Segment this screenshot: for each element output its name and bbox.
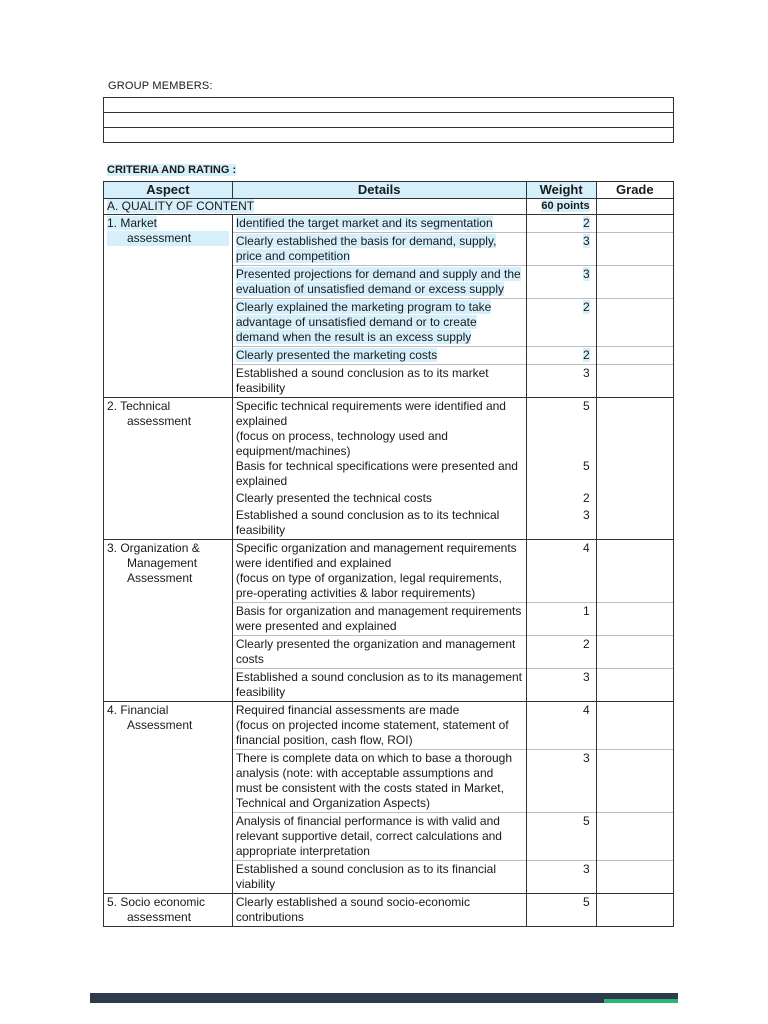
- financial-detail-1: Required financial assessments are made: [235, 703, 460, 717]
- organization-note-1: (focus on type of organization, legal requirements, pre-operating activities & labor requirements): [235, 571, 502, 600]
- financial-note-1: (focus on projected income statement, statement of financial position, cash flow, ROI): [235, 718, 509, 747]
- market-detail-2: Clearly established the basis for demand, supply, price and competition: [235, 234, 497, 263]
- table-row: [104, 894, 674, 927]
- market-grade-2[interactable]: [596, 233, 673, 266]
- organization-grade-1[interactable]: [596, 540, 673, 603]
- table-row: [104, 702, 674, 750]
- market-detail-6: Established a sound conclusion as to its market feasibility: [235, 366, 489, 395]
- market-detail-5: Clearly presented the marketing costs: [235, 348, 438, 362]
- aspect-socio-sub: assessment: [127, 910, 192, 924]
- aspect-technical: [104, 398, 233, 540]
- market-detail-1: Identified the target market and its segmentation: [235, 216, 493, 230]
- technical-weight-4: 3: [582, 508, 590, 522]
- rubric-table: [103, 181, 674, 927]
- aspect-market-title: 1. Market: [107, 216, 158, 230]
- aspect-organization-sub2: Assessment: [127, 571, 193, 585]
- financial-detail-2: There is complete data on which to base a thorough analysis (note: with acceptable assumptions and must be consistent with the costs stated in Market, Technical and Organization Aspects): [235, 751, 512, 810]
- market-detail-3: Presented projections for demand and supply and the evaluation of unsatisfied demand or excess supply: [235, 267, 521, 296]
- bottom-accent: [604, 999, 678, 1003]
- aspect-technical-sub: assessment: [127, 414, 192, 428]
- technical-detail-1: Specific technical requirements were identified and explained: [235, 399, 506, 428]
- financial-grade-3[interactable]: [596, 813, 673, 861]
- rubric-header-row: [104, 182, 674, 199]
- market-weight-5: 2: [582, 348, 590, 362]
- organization-weight-2: 1: [582, 604, 590, 618]
- technical-weight-2: 5: [582, 459, 590, 473]
- header-grade: Grade: [596, 182, 673, 199]
- market-detail-4: Clearly explained the marketing program to take advantage of unsatisfied demand or to create demand when the result is an excess supply: [235, 300, 492, 344]
- market-grade-1[interactable]: [596, 215, 673, 233]
- market-weight-4: 2: [582, 300, 590, 314]
- market-grade-4[interactable]: [596, 299, 673, 347]
- bottom-bar: [90, 993, 678, 1003]
- section-a-row: [104, 199, 674, 215]
- market-grade-3[interactable]: [596, 266, 673, 299]
- technical-note-1: (focus on process, technology used and equipment/machines): [235, 429, 448, 458]
- technical-grade-4[interactable]: [596, 507, 673, 540]
- aspect-market: [104, 215, 233, 398]
- table-row: [104, 540, 674, 603]
- aspect-socio-title: 5. Socio economic: [107, 895, 206, 909]
- socio-detail-1: Clearly established a sound socio-economic contributions: [235, 895, 470, 924]
- section-a-points: 60 points: [541, 200, 590, 212]
- aspect-financial-sub: Assessment: [127, 718, 193, 732]
- group-members-table: [103, 97, 674, 143]
- market-grade-5[interactable]: [596, 347, 673, 365]
- aspect-market-sub: assessment: [107, 231, 229, 246]
- organization-weight-4: 3: [582, 670, 590, 684]
- group-members-label: GROUP MEMBERS:: [108, 80, 213, 92]
- organization-grade-4[interactable]: [596, 669, 673, 702]
- socio-weight-1: 5: [582, 895, 590, 909]
- technical-detail-4: Established a sound conclusion as to its technical feasibility: [235, 508, 500, 537]
- criteria-label: CRITERIA AND RATING :: [107, 164, 237, 176]
- organization-weight-1: 4: [582, 541, 590, 555]
- technical-weight-1: 5: [582, 399, 590, 413]
- organization-grade-2[interactable]: [596, 603, 673, 636]
- section-a-grade[interactable]: [596, 199, 673, 215]
- table-row: [104, 398, 674, 491]
- header-details: Details: [232, 182, 526, 199]
- aspect-organization-sub1: Management: [127, 556, 198, 570]
- financial-weight-1: 4: [582, 703, 590, 717]
- aspect-financial-title: 4. Financial: [107, 703, 169, 717]
- aspect-socio: [104, 894, 233, 927]
- market-grade-6[interactable]: [596, 365, 673, 398]
- organization-detail-3: Clearly presented the organization and management costs: [235, 637, 516, 666]
- financial-weight-4: 3: [582, 862, 590, 876]
- header-aspect: Aspect: [104, 182, 233, 199]
- technical-grade-1[interactable]: [596, 398, 673, 491]
- market-weight-6: 3: [582, 366, 590, 380]
- financial-weight-3: 5: [582, 814, 590, 828]
- header-weight: Weight: [526, 182, 596, 199]
- organization-detail-4: Established a sound conclusion as to its management feasibility: [235, 670, 522, 699]
- aspect-organization-title: 3. Organization &: [107, 541, 200, 555]
- financial-grade-2[interactable]: [596, 750, 673, 813]
- financial-grade-4[interactable]: [596, 861, 673, 894]
- financial-detail-4: Established a sound conclusion as to its financial viability: [235, 862, 496, 891]
- financial-grade-1[interactable]: [596, 702, 673, 750]
- section-a-label: A. QUALITY OF CONTENT: [107, 199, 255, 213]
- organization-detail-2: Basis for organization and management requirements were presented and explained: [235, 604, 522, 633]
- market-weight-1: 2: [582, 216, 590, 230]
- aspect-organization: [104, 540, 233, 702]
- table-row: [104, 215, 674, 233]
- technical-grade-3[interactable]: [596, 490, 673, 507]
- market-weight-3: 3: [582, 267, 590, 281]
- technical-weight-3: 2: [582, 491, 590, 505]
- organization-detail-1: Specific organization and management requirements were identified and explained: [235, 541, 517, 570]
- technical-detail-2: Basis for technical specifications were presented and explained: [235, 459, 518, 488]
- group-member-row-3[interactable]: [104, 128, 674, 143]
- group-member-row-1[interactable]: [104, 98, 674, 113]
- technical-detail-3: Clearly presented the technical costs: [235, 491, 432, 505]
- market-weight-2: 3: [582, 234, 590, 248]
- group-member-row-2[interactable]: [104, 113, 674, 128]
- financial-weight-2: 3: [582, 751, 590, 765]
- financial-detail-3: Analysis of financial performance is with valid and relevant supportive detail, correct calculations and appropriate interpretation: [235, 814, 502, 858]
- aspect-financial: [104, 702, 233, 894]
- organization-weight-3: 2: [582, 637, 590, 651]
- organization-grade-3[interactable]: [596, 636, 673, 669]
- aspect-technical-title: 2. Technical: [107, 399, 171, 413]
- socio-grade-1[interactable]: [596, 894, 673, 927]
